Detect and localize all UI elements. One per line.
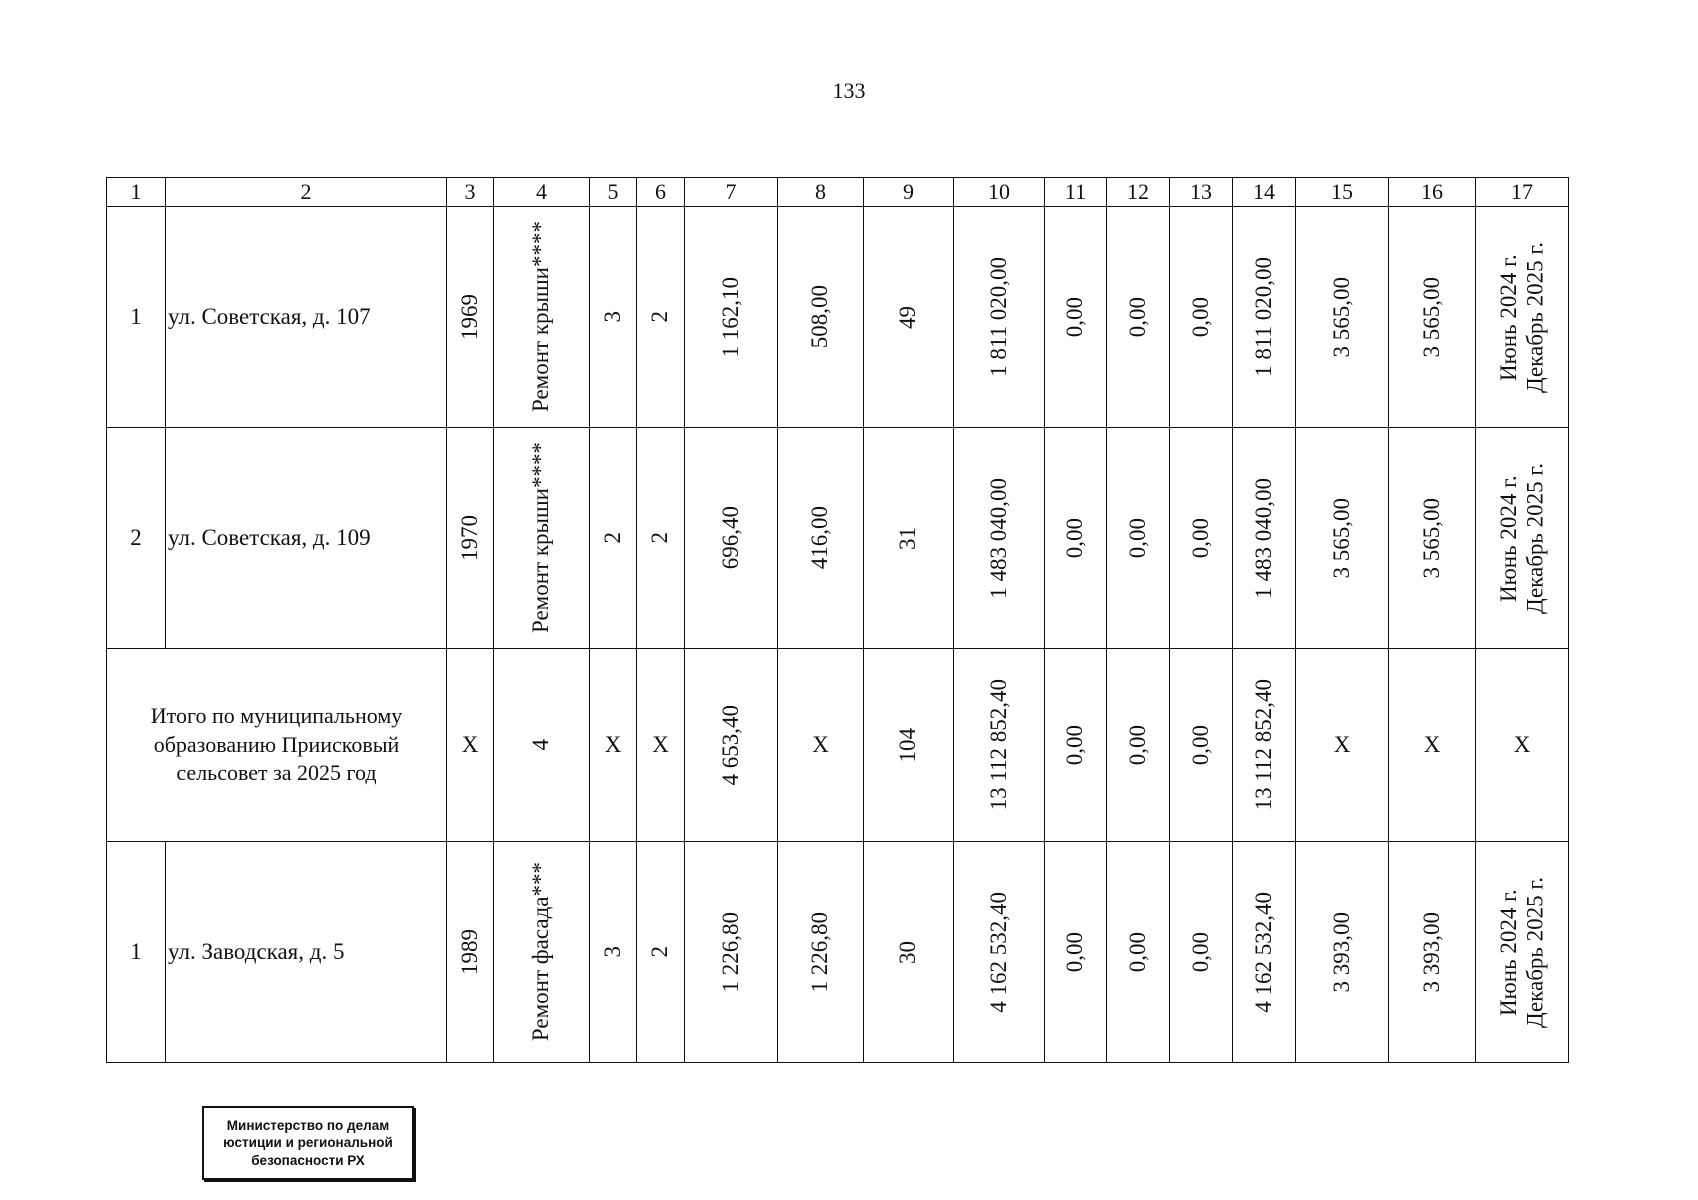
row-number: 2 xyxy=(107,428,166,649)
address-cell: ул. Заводская, д. 5 xyxy=(166,842,447,1063)
value-cell: 4 162 532,40 xyxy=(1233,842,1296,1063)
value-cell: 0,00 xyxy=(1170,842,1233,1063)
col-header: 1 xyxy=(107,178,166,207)
address-cell: ул. Советская, д. 107 xyxy=(166,207,447,428)
total-cell: X xyxy=(637,649,685,842)
value-cell: 1 483 040,00 xyxy=(954,428,1045,649)
year-cell: 1989 xyxy=(447,842,494,1063)
value-cell: 2 xyxy=(590,428,637,649)
col-header: 15 xyxy=(1296,178,1389,207)
total-cell: 0,00 xyxy=(1107,649,1170,842)
value-cell: 3 xyxy=(590,842,637,1063)
value-cell: 2 xyxy=(637,207,685,428)
total-cell: 4 653,40 xyxy=(685,649,778,842)
col-header: 13 xyxy=(1170,178,1233,207)
value-cell: 3 565,00 xyxy=(1296,428,1389,649)
col-header: 8 xyxy=(778,178,864,207)
total-cell: X xyxy=(1389,649,1476,842)
period-cell: Июнь 2024 г. Декабрь 2025 г. xyxy=(1476,842,1569,1063)
value-cell: 3 565,00 xyxy=(1389,428,1476,649)
value-cell: 30 xyxy=(864,842,954,1063)
value-cell: 0,00 xyxy=(1107,428,1170,649)
value-cell: 0,00 xyxy=(1045,207,1107,428)
table-row xyxy=(107,207,1569,428)
col-header: 5 xyxy=(590,178,637,207)
total-cell: 0,00 xyxy=(1170,649,1233,842)
value-cell: 1 811 020,00 xyxy=(954,207,1045,428)
ministry-stamp xyxy=(202,1106,414,1180)
value-cell: 1 483 040,00 xyxy=(1233,428,1296,649)
col-header: 17 xyxy=(1476,178,1569,207)
value-cell: 508,00 xyxy=(778,207,864,428)
value-cell: 3 393,00 xyxy=(1389,842,1476,1063)
col-header: 16 xyxy=(1389,178,1476,207)
total-label: Итого по муниципальному образованию Приисковый сельсовет за 2025 год xyxy=(107,649,447,842)
total-cell: 104 xyxy=(864,649,954,842)
value-cell: 4 162 532,40 xyxy=(954,842,1045,1063)
address-cell: ул. Советская, д. 109 xyxy=(166,428,447,649)
stamp-line: Министерство по делам xyxy=(226,1118,390,1134)
stamp-line: юстиции и региональной xyxy=(223,1135,393,1151)
total-cell: 13 112 852,40 xyxy=(954,649,1045,842)
period-cell: Июнь 2024 г. Декабрь 2025 г. xyxy=(1476,207,1569,428)
total-row xyxy=(107,649,1569,842)
repair-program-table xyxy=(106,177,1569,1063)
row-number: 1 xyxy=(107,842,166,1063)
col-header: 10 xyxy=(954,178,1045,207)
value-cell: 1 226,80 xyxy=(685,842,778,1063)
total-cell: 13 112 852,40 xyxy=(1233,649,1296,842)
value-cell: 0,00 xyxy=(1107,842,1170,1063)
total-cell: X xyxy=(1476,649,1569,842)
total-cell: 4 xyxy=(494,649,590,842)
value-cell: 416,00 xyxy=(778,428,864,649)
value-cell: 0,00 xyxy=(1045,842,1107,1063)
value-cell: 3 xyxy=(590,207,637,428)
col-header: 7 xyxy=(685,178,778,207)
table-row xyxy=(107,842,1569,1063)
col-header: 11 xyxy=(1045,178,1107,207)
total-cell: X xyxy=(447,649,494,842)
period-cell: Июнь 2024 г. Декабрь 2025 г. xyxy=(1476,428,1569,649)
year-cell: 1970 xyxy=(447,428,494,649)
value-cell: 2 xyxy=(637,428,685,649)
column-numbers-row xyxy=(107,178,1569,207)
stamp-line: безопасности РХ xyxy=(251,1152,365,1168)
value-cell: 2 xyxy=(637,842,685,1063)
col-header: 6 xyxy=(637,178,685,207)
value-cell: 0,00 xyxy=(1170,428,1233,649)
work-type-cell: Ремонт крыши**** xyxy=(494,428,590,649)
value-cell: 1 162,10 xyxy=(685,207,778,428)
value-cell: 49 xyxy=(864,207,954,428)
value-cell: 3 393,00 xyxy=(1296,842,1389,1063)
total-cell: 0,00 xyxy=(1045,649,1107,842)
value-cell: 0,00 xyxy=(1045,428,1107,649)
value-cell: 0,00 xyxy=(1170,207,1233,428)
col-header: 9 xyxy=(864,178,954,207)
table-row xyxy=(107,428,1569,649)
value-cell: 1 811 020,00 xyxy=(1233,207,1296,428)
value-cell: 3 565,00 xyxy=(1296,207,1389,428)
value-cell: 1 226,80 xyxy=(778,842,864,1063)
total-cell: X xyxy=(590,649,637,842)
page-number: 133 xyxy=(832,78,866,103)
col-header: 4 xyxy=(494,178,590,207)
work-type-cell: Ремонт фасада*** xyxy=(494,842,590,1063)
value-cell: 0,00 xyxy=(1107,207,1170,428)
col-header: 3 xyxy=(447,178,494,207)
row-number: 1 xyxy=(107,207,166,428)
value-cell: 3 565,00 xyxy=(1389,207,1476,428)
total-cell: X xyxy=(778,649,864,842)
value-cell: 696,40 xyxy=(685,428,778,649)
work-type-cell: Ремонт крыши**** xyxy=(494,207,590,428)
col-header: 12 xyxy=(1107,178,1170,207)
value-cell: 31 xyxy=(864,428,954,649)
col-header: 2 xyxy=(166,178,447,207)
col-header: 14 xyxy=(1233,178,1296,207)
year-cell: 1969 xyxy=(447,207,494,428)
total-cell: X xyxy=(1296,649,1389,842)
